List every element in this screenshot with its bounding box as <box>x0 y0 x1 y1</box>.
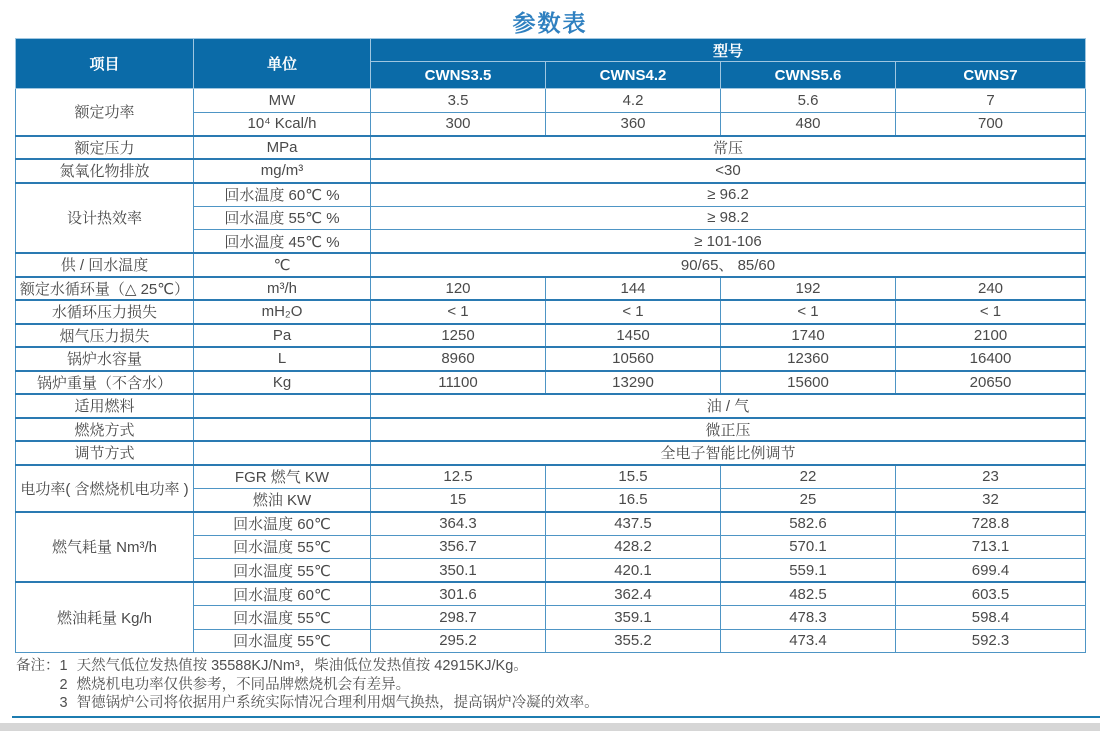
value-cell: 13290 <box>546 371 721 395</box>
value-cell: 582.6 <box>721 512 896 536</box>
note-text: 智德锅炉公司将依据用户系统实际情况合理利用烟气换热，提高锅炉冷凝的效率。 <box>76 695 599 711</box>
value-cell: 90/65、 85/60 <box>371 253 1086 277</box>
value-cell: 120 <box>371 277 546 301</box>
item-cell: 烟气压力损失 <box>16 324 194 348</box>
table-row <box>16 582 1086 606</box>
value-cell: 700 <box>896 112 1086 136</box>
value-cell: 1740 <box>721 324 896 348</box>
table-header <box>16 39 1086 89</box>
unit-cell: mH₂O <box>194 300 371 324</box>
table-row <box>16 253 1086 277</box>
value-cell: 1250 <box>371 324 546 348</box>
unit-cell: 回水温度 55℃ <box>194 535 371 559</box>
header-model: CWNS7 <box>896 62 1086 89</box>
item-cell: 电功率( 含燃烧机电功率 ) <box>16 465 194 512</box>
value-cell: 2100 <box>896 324 1086 348</box>
value-cell: 4.2 <box>546 89 721 113</box>
unit-cell: 回水温度 55℃ <box>194 559 371 583</box>
unit-cell <box>194 418 371 442</box>
value-cell: 350.1 <box>371 559 546 583</box>
value-cell: 7 <box>896 89 1086 113</box>
table-body <box>16 89 1086 653</box>
item-cell: 额定功率 <box>16 89 194 136</box>
value-cell: 603.5 <box>896 582 1086 606</box>
item-cell: 设计热效率 <box>16 183 194 254</box>
unit-cell: 回水温度 45℃ % <box>194 230 371 254</box>
value-cell: 25 <box>721 488 896 512</box>
value-cell: 360 <box>546 112 721 136</box>
page-title: 参数表 <box>512 10 588 36</box>
item-cell: 燃气耗量 Nm³/h <box>16 512 194 583</box>
value-cell: < 1 <box>371 300 546 324</box>
header-model-group: 型号 <box>371 39 1086 62</box>
value-cell: 12360 <box>721 347 896 371</box>
value-cell: 362.4 <box>546 582 721 606</box>
note-number: 1 <box>59 658 68 674</box>
unit-cell: 回水温度 55℃ <box>194 629 371 653</box>
unit-cell: 回水温度 60℃ % <box>194 183 371 207</box>
item-cell: 调节方式 <box>16 441 194 465</box>
value-cell: 15.5 <box>546 465 721 489</box>
unit-cell <box>194 441 371 465</box>
value-cell: ≥ 101-106 <box>371 230 1086 254</box>
value-cell: 20650 <box>896 371 1086 395</box>
value-cell: 355.2 <box>546 629 721 653</box>
table-row <box>16 277 1086 301</box>
item-cell: 适用燃料 <box>16 394 194 418</box>
table-row <box>16 183 1086 207</box>
table-row <box>16 371 1086 395</box>
value-cell: 359.1 <box>546 606 721 630</box>
value-cell: ≥ 96.2 <box>371 183 1086 207</box>
value-cell: 5.6 <box>721 89 896 113</box>
value-cell: 301.6 <box>371 582 546 606</box>
value-cell: 12.5 <box>371 465 546 489</box>
unit-cell <box>194 394 371 418</box>
footer-divider-line <box>12 716 1100 718</box>
value-cell: 15600 <box>721 371 896 395</box>
note-item <box>60 676 599 695</box>
value-cell: 11100 <box>371 371 546 395</box>
value-cell: 微正压 <box>371 418 1086 442</box>
header-model: CWNS3.5 <box>371 62 546 89</box>
value-cell: 常压 <box>371 136 1086 160</box>
value-cell: 3.5 <box>371 89 546 113</box>
value-cell: 298.7 <box>371 606 546 630</box>
note-text: 天然气低位发热值按 35588KJ/Nm³，柴油低位发热值按 42915KJ/Kg。 <box>76 658 528 674</box>
value-cell: 240 <box>896 277 1086 301</box>
item-cell: 额定压力 <box>16 136 194 160</box>
item-cell: 供 / 回水温度 <box>16 253 194 277</box>
value-cell: 300 <box>371 112 546 136</box>
header-model: CWNS4.2 <box>546 62 721 89</box>
item-cell: 燃油耗量 Kg/h <box>16 582 194 653</box>
unit-cell: 10⁴ Kcal/h <box>194 112 371 136</box>
unit-cell: 回水温度 60℃ <box>194 512 371 536</box>
value-cell: 570.1 <box>721 535 896 559</box>
unit-cell: m³/h <box>194 277 371 301</box>
footer-gray-band <box>0 723 1100 731</box>
notes-list <box>60 657 599 713</box>
unit-cell: MW <box>194 89 371 113</box>
header-item: 项目 <box>16 39 194 89</box>
unit-cell: 回水温度 55℃ % <box>194 206 371 230</box>
value-cell: 8960 <box>371 347 546 371</box>
table-row <box>16 441 1086 465</box>
unit-cell: 回水温度 55℃ <box>194 606 371 630</box>
value-cell: <30 <box>371 159 1086 183</box>
value-cell: < 1 <box>721 300 896 324</box>
item-cell: 燃烧方式 <box>16 418 194 442</box>
value-cell: 10560 <box>546 347 721 371</box>
table-row <box>16 394 1086 418</box>
notes <box>16 657 1084 713</box>
unit-cell: Kg <box>194 371 371 395</box>
value-cell: < 1 <box>896 300 1086 324</box>
value-cell: 22 <box>721 465 896 489</box>
item-cell: 额定水循环量（△ 25℃） <box>16 277 194 301</box>
value-cell: 295.2 <box>371 629 546 653</box>
item-cell: 锅炉重量（不含水） <box>16 371 194 395</box>
item-cell: 锅炉水容量 <box>16 347 194 371</box>
value-cell: 356.7 <box>371 535 546 559</box>
table-row <box>16 300 1086 324</box>
unit-cell: FGR 燃气 KW <box>194 465 371 489</box>
value-cell: 478.3 <box>721 606 896 630</box>
params-table <box>15 38 1086 653</box>
value-cell: 482.5 <box>721 582 896 606</box>
note-item <box>60 694 599 713</box>
unit-cell: 燃油 KW <box>194 488 371 512</box>
table-row <box>16 465 1086 489</box>
value-cell: 油 / 气 <box>371 394 1086 418</box>
notes-label: 备注： <box>16 658 60 674</box>
value-cell: 420.1 <box>546 559 721 583</box>
value-cell: 428.2 <box>546 535 721 559</box>
value-cell: 699.4 <box>896 559 1086 583</box>
value-cell: 16400 <box>896 347 1086 371</box>
unit-cell: mg/m³ <box>194 159 371 183</box>
note-number: 2 <box>59 676 68 693</box>
table-row <box>16 418 1086 442</box>
value-cell: 15 <box>371 488 546 512</box>
note-number: 3 <box>59 695 68 711</box>
table-row <box>16 89 1086 113</box>
value-cell: 713.1 <box>896 535 1086 559</box>
value-cell: 23 <box>896 465 1086 489</box>
value-cell: < 1 <box>546 300 721 324</box>
value-cell: 473.4 <box>721 629 896 653</box>
unit-cell: 回水温度 60℃ <box>194 582 371 606</box>
value-cell: 1450 <box>546 324 721 348</box>
note-item <box>60 657 599 676</box>
value-cell: 728.8 <box>896 512 1086 536</box>
value-cell: 559.1 <box>721 559 896 583</box>
table-row <box>16 512 1086 536</box>
item-cell: 氮氧化物排放 <box>16 159 194 183</box>
unit-cell: L <box>194 347 371 371</box>
value-cell: 16.5 <box>546 488 721 512</box>
value-cell: ≥ 98.2 <box>371 206 1086 230</box>
unit-cell: ℃ <box>194 253 371 277</box>
value-cell: 32 <box>896 488 1086 512</box>
table-row <box>16 159 1086 183</box>
value-cell: 592.3 <box>896 629 1086 653</box>
value-cell: 598.4 <box>896 606 1086 630</box>
unit-cell: Pa <box>194 324 371 348</box>
value-cell: 437.5 <box>546 512 721 536</box>
header-unit: 单位 <box>194 39 371 89</box>
unit-cell: MPa <box>194 136 371 160</box>
table-row <box>16 347 1086 371</box>
note-text: 燃烧机电功率仅供参考，不同品牌燃烧机会有差异。 <box>76 676 411 693</box>
table-row <box>16 136 1086 160</box>
header-model: CWNS5.6 <box>721 62 896 89</box>
value-cell: 480 <box>721 112 896 136</box>
value-cell: 144 <box>546 277 721 301</box>
value-cell: 192 <box>721 277 896 301</box>
value-cell: 364.3 <box>371 512 546 536</box>
table-row <box>16 324 1086 348</box>
value-cell: 全电子智能比例调节 <box>371 441 1086 465</box>
item-cell: 水循环压力损失 <box>16 300 194 324</box>
